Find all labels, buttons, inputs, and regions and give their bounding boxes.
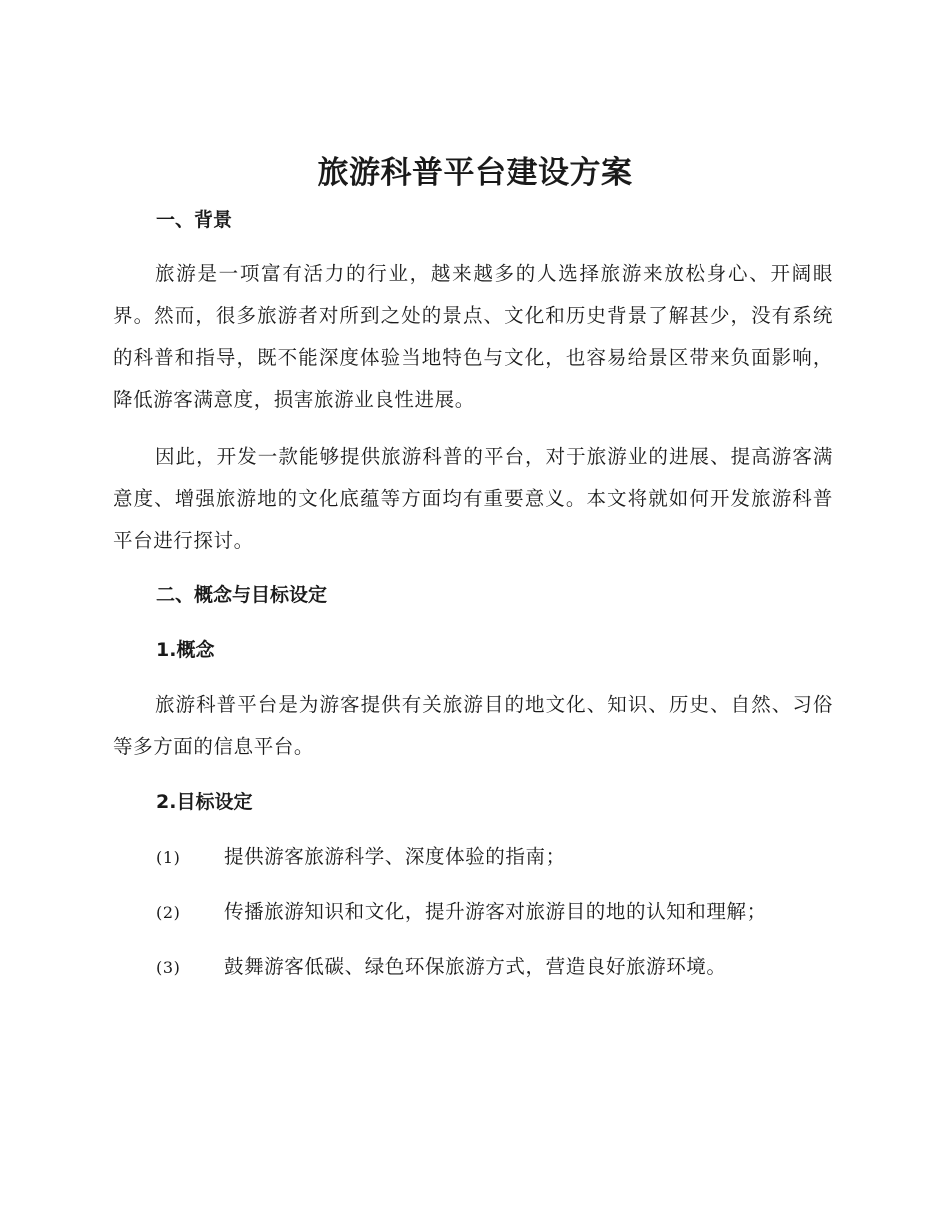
section-heading-concept-goals: 二、概念与目标设定	[156, 584, 328, 606]
concept-paragraph: 旅游科普平台是为游客提供有关旅游目的地文化、知识、历史、自然、习俗等多方面的信息平台。	[113, 693, 833, 758]
list-marker: (3)	[156, 958, 181, 977]
section-heading-background: 一、背景	[156, 209, 233, 231]
list-marker: (2)	[156, 903, 181, 922]
background-paragraph-2: 因此，开发一款能够提供旅游科普的平台，对于旅游业的进展、提高游客满意度、增强旅游地的文化底蕴等方面均有重要意义。本文将就如何开发旅游科普平台进行探讨。	[113, 445, 833, 552]
subsection-heading-goals: 2.目标设定	[156, 791, 253, 813]
goal-list-item	[156, 842, 836, 873]
subsection-heading-concept: 1.概念	[156, 639, 215, 661]
list-item-text: 提供游客旅游科学、深度体验的指南；	[224, 845, 566, 868]
list-item-text: 鼓舞游客低碳、绿色环保旅游方式，营造良好旅游环境。	[224, 955, 727, 978]
list-marker: (1)	[156, 848, 181, 867]
goal-list-item	[156, 897, 836, 928]
goal-list-item	[156, 952, 836, 983]
background-paragraph-1: 旅游是一项富有活力的行业，越来越多的人选择旅游来放松身心、开阔眼界。然而，很多旅游者对所到之处的景点、文化和历史背景了解甚少，没有系统的科普和指导，既不能深度体验当地特色与文化，也容易给景区带来负面影响，降低游客满意度，损害旅游业良性进展。	[113, 262, 833, 411]
document-title: 旅游科普平台建设方案	[317, 155, 633, 191]
list-item-text: 传播旅游知识和文化，提升游客对旅游目的地的认知和理解；	[224, 900, 767, 923]
